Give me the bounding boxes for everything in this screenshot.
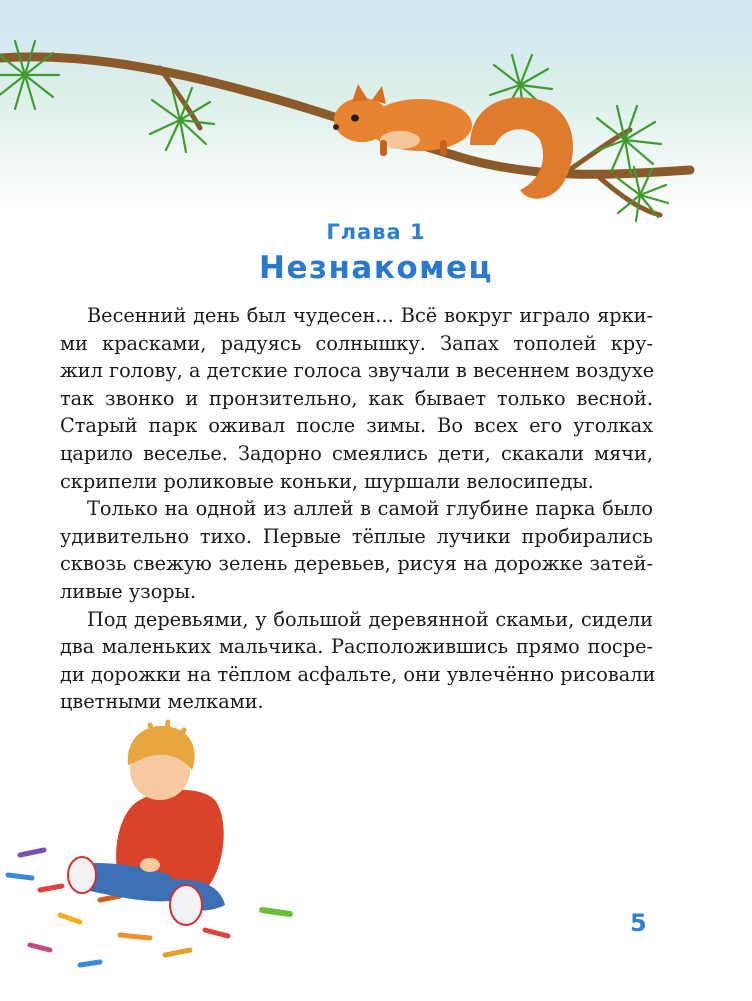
chapter-text [60,302,656,716]
text-line: цветными мелками. [60,690,264,714]
text-line: ди дорожки на тёплом асфальте, они увлечённо рисовали [60,662,656,686]
text-line: ми красками, радуясь солнышку. Запах тополей кру- [60,331,653,355]
chapter-label: Глава 1 [326,220,426,244]
paragraph [60,495,653,605]
text-line: сквозь свежую зелень деревьев, рисуя на дорожке затей- [60,552,653,576]
text-line: Под деревьями, у большой деревянной скамьи, сидели [87,607,653,631]
text-line: Старый парк оживал после зимы. Во всех его уголках [60,414,653,438]
boy-drawing-illustration [0,700,330,1000]
boy [68,722,225,925]
text-line: два маленьких мальчика. Расположившись прямо посре- [60,635,653,659]
squirrel-on-branch-illustration [0,0,752,225]
text-line: так звонко и пронзительно, как бывает только весной. [60,386,653,410]
text-line: жил голову, а детские голоса звучали в весеннем воздухе [60,359,655,383]
paragraph [60,302,653,495]
page-number: 5 [630,909,647,937]
text-line: скрипели роликовые коньки, шуршали велосипеды. [60,469,594,493]
text-line: Весенний день был чудесен... Всё вокруг играло ярки- [87,304,653,327]
text-line: Только на одной из аллей в самой глубине парка было [87,497,653,521]
text-line: царило веселье. Задорно смеялись дети, скакали мячи, [60,441,653,465]
chapter-title: Незнакомец [259,250,493,286]
text-line: удивительно тихо. Первые тёплые лучики пробирались [60,524,653,548]
text-line: ливые узоры. [60,579,197,603]
squirrel [333,84,573,199]
